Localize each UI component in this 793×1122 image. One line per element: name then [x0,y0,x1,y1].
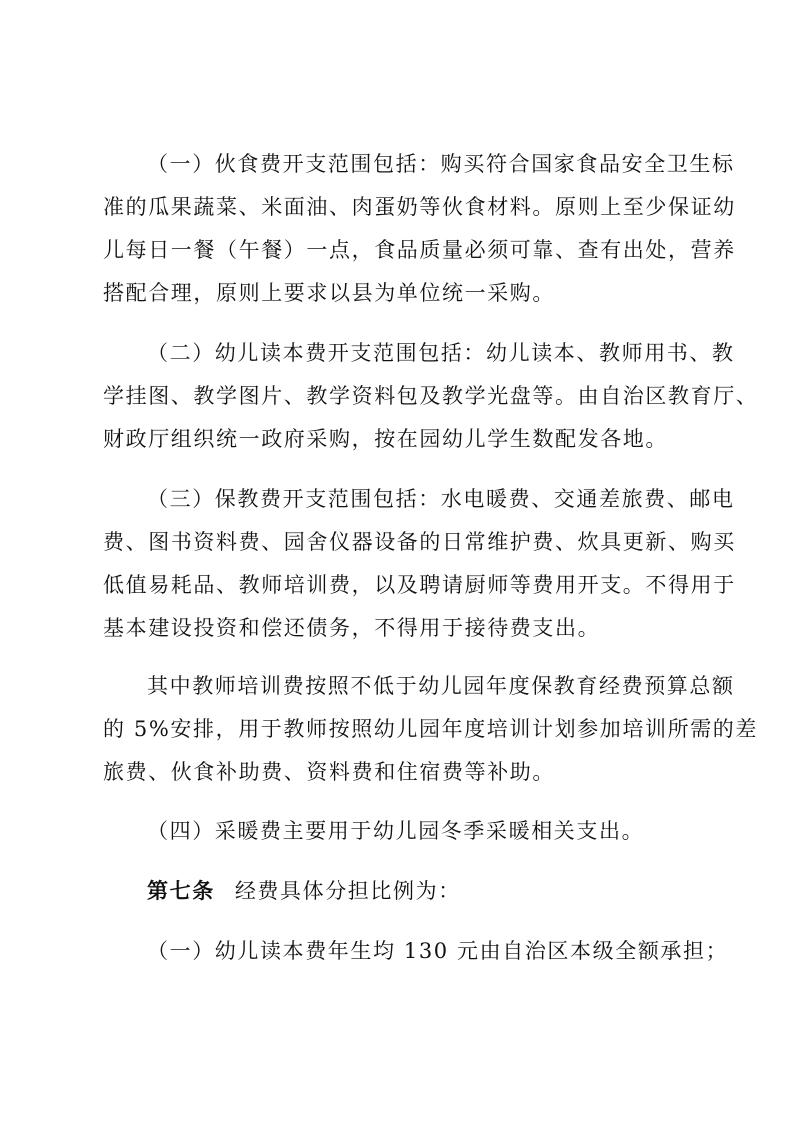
text-line: 其中教师培训费按照不低于幼儿园年度保教育经费预算总额 [147,674,735,698]
text-line: （一）幼儿读本费年生均 130 元由自治区本级全额承担； [147,939,729,963]
paragraph-care-expense [103,478,736,650]
text-line: （三）保教费开支范围包括：水电暖费、交通差旅费、邮电 [147,487,735,511]
text-line: 搭配合理，原则上要求以县为单位统一采购。 [103,281,555,305]
text-line: 低值易耗品、教师培训费，以及聘请厨师等费用开支。不得用于 [103,573,736,597]
paragraph-food-expense [103,143,736,315]
paragraph-reader-expense [103,332,759,461]
text-line: 儿每日一餐（午餐）一点，食品质量必须可靠、查有出处，营养 [103,238,736,262]
text-line: 准的瓜果蔬菜、米面油、肉蛋奶等伙食材料。原则上至少保证幼 [103,195,736,219]
text-line: 费、图书资料费、园舍仪器设备的日常维护费、炊具更新、购买 [103,530,736,554]
text-line: （四）采暖费主要用于幼儿园冬季采暖相关支出。 [147,819,645,843]
paragraph-heating-expense [103,810,693,853]
text-line: （二）幼儿读本费开支范围包括：幼儿读本、教师用书、教 [147,341,735,365]
text-line: 的 5%安排，用于教师按照幼儿园年度培训计划参加培训所需的差 [103,717,758,741]
paragraph-item-one [103,930,729,973]
text-line: 旅费、伙食补助费、资料费和住宿费等补助。 [103,760,555,784]
article-number: 第七条 [147,878,215,903]
article-text: 经费具体分担比例为： [234,879,461,903]
text-line: （一）伙食费开支范围包括：购买符合国家食品安全卫生标 [147,152,735,176]
text-line: 财政厅组织统一政府采购，按在园幼儿学生数配发各地。 [103,427,668,451]
text-line: 学挂图、教学图片、教学资料包及教学光盘等。由自治区教育厅、 [103,384,759,408]
paragraph-teacher-training [103,665,758,794]
text-line: 基本建设投资和偿还债务，不得用于接待费支出。 [103,616,601,640]
article-seven [103,869,693,913]
